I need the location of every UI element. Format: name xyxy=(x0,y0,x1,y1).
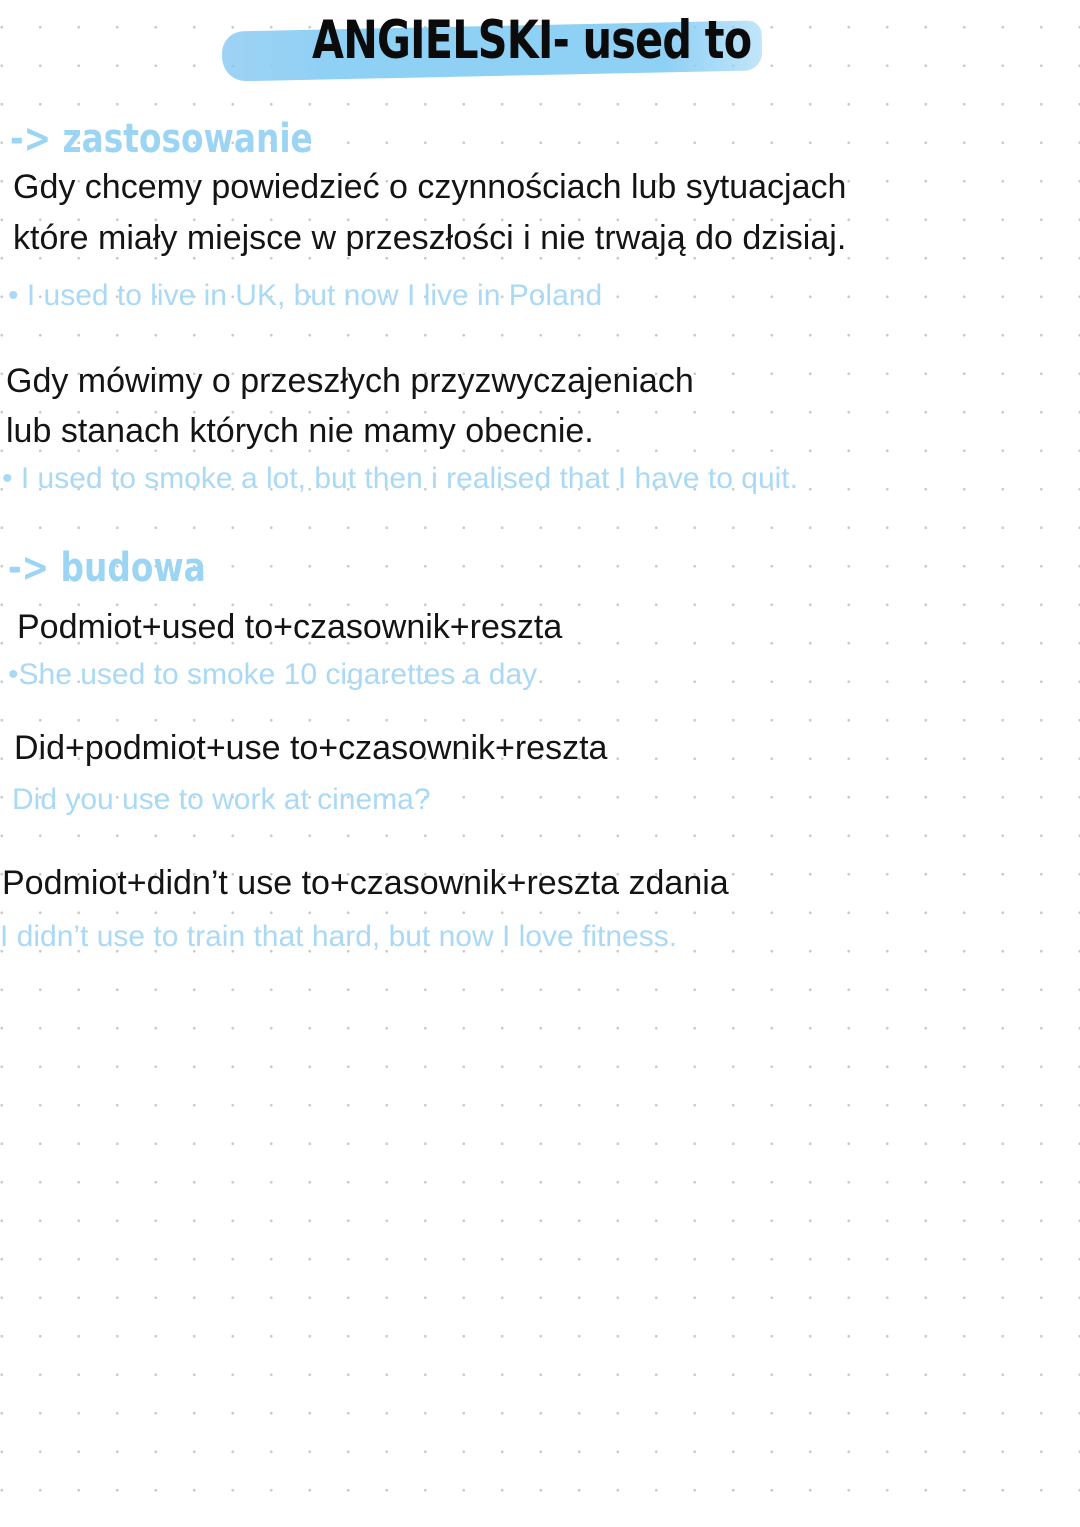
rule-2-line-1: Gdy mówimy o przeszłych przyzwyczajeniach xyxy=(6,362,694,400)
affirmative-example: •She used to smoke 10 cigarettes a day xyxy=(8,658,538,691)
section-heading-budowa: -> budowa xyxy=(8,545,206,591)
question-example: Did you use to work at cinema? xyxy=(12,783,431,816)
affirmative-formula: Podmiot+used to+czasownik+reszta xyxy=(17,608,563,646)
example-1: • I used to live in UK, but now I live in Poland xyxy=(8,279,603,312)
negative-formula: Podmiot+didn’t use to+czasownik+reszta zdania xyxy=(2,864,729,902)
question-formula: Did+podmiot+use to+czasownik+reszta xyxy=(14,729,608,767)
rule-1-line-2: które miały miejsce w przeszłości i nie trwają do dzisiaj. xyxy=(13,219,847,257)
section-heading-zastosowanie: -> zastosowanie xyxy=(10,116,313,162)
rule-2-line-2: lub stanach których nie mamy obecnie. xyxy=(6,412,594,450)
page-title: ANGIELSKI- used to xyxy=(312,10,752,71)
negative-example: I didn’t use to train that hard, but now I love fitness. xyxy=(0,920,678,953)
example-2: • I used to smoke a lot, but then i realised that I have to quit. xyxy=(2,462,798,495)
rule-1-line-1: Gdy chcemy powiedzieć o czynnościach lub sytuacjach xyxy=(13,168,847,206)
